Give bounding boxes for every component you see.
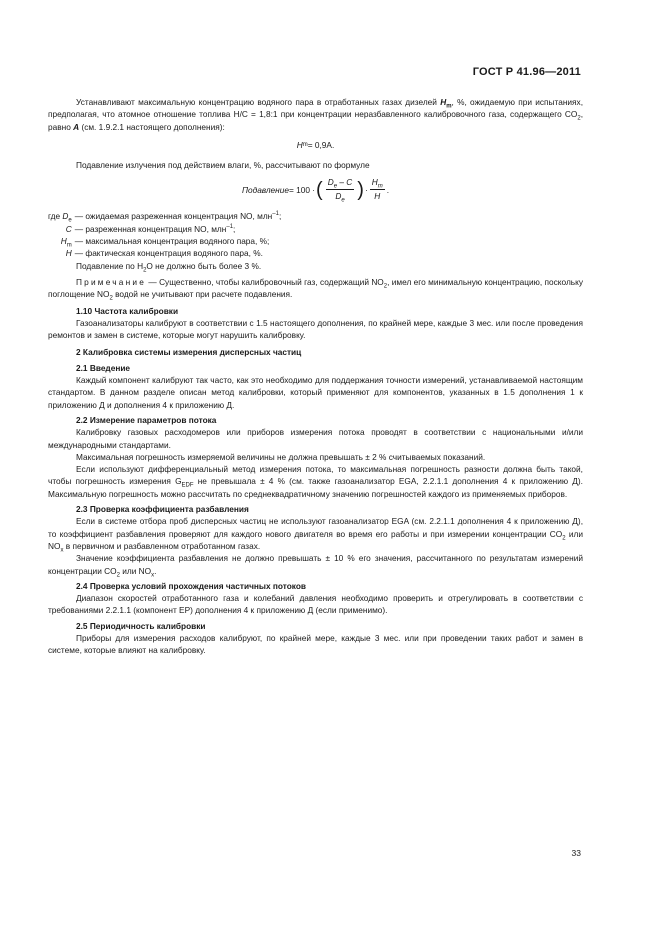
section-2-3-heading: 2.3 Проверка коэффициента разбавления xyxy=(76,504,249,515)
section-2-heading: 2 Калибровка системы измерения дисперсных частиц xyxy=(76,347,302,358)
section-2-5-heading: 2.5 Периодичность калибровки xyxy=(76,620,206,631)
paragraph-quench-limit: Подавление по $H_2O$ не должно быть более 3 %. xyxy=(76,260,262,274)
paragraph-max-water-vapour: Устанавливают максимальную концентрацию водяного пара в отработанных газах дизелей $H_m$, %, ожидаемую при испытаниях, предполагая, что атомное отношение топлива H/C = 1,8:1 при концентрации неразбавленного калибровочного газа, содержащего $CO_2$, равно A (см. 1.9.2.1 настоящего дополнения): xyxy=(48,97,583,132)
right-paren: ) xyxy=(357,178,364,201)
section-2-5-text: Приборы для измерения расходов калибруют, по крайней мере, каждые 3 мес. или при проведении таких работ и замен в системе, которые влияют на калибровку. xyxy=(48,632,583,656)
document-header: ГОСТ Р 41.96—2011 xyxy=(472,66,581,78)
variable-legend-row: где $D_e$ — ожидаемая разреженная концентрация NO, млн$^{-1}$; xyxy=(48,211,282,225)
section-1-10-heading: 1.10 Частота калибровки xyxy=(76,305,179,316)
left-paren: ( xyxy=(316,178,323,201)
formula-hm: H m = 0,9A. xyxy=(296,139,335,150)
section-2-2-text-3: Если используют дифференциальный метод измерения потока, то максимальная погрешность разности должна быть такой, чтобы погрешность измерения $G_{EDF}$ не превышала ± 4 % (см. также газоанализатор EGA, 2.2.1.1 дополнения 4 к приложению Д). Максимальную погрешность можно рассчитать по среднеквадратичному значению погрешностей каждого из применяемых приборов. xyxy=(48,464,583,499)
formula-quench: Подавление = 100 · ( $\frac{D_e - C}{D_e}$ ) · $\frac{H_m}{H}$ . xyxy=(241,177,390,205)
section-1-10-text: Газоанализаторы калибруют в соответствии с 1.5 настоящего дополнения, по крайней мере, каждые 3 мес. или после проведения ремонтов и замен в системе, которые могут нарушить калибровку. xyxy=(48,317,583,341)
section-2-4-heading: 2.4 Проверка условий прохождения частичных потоков xyxy=(76,580,307,591)
variable-legend-row: $H_m$ — максимальная концентрация водяного пара, %; xyxy=(60,236,270,249)
variables-legend xyxy=(48,210,281,259)
section-2-2-text-2: Максимальная погрешность измеряемой величины не должна превышать ± 2 % считываемых показаний. xyxy=(76,451,486,462)
fraction-de-c: $\frac{D_e - C}{D_e}$ xyxy=(327,177,353,205)
section-2-4-text: Диапазон скоростей отработанного газа и колебаний давления необходимо проверить и отрегулировать в соответствии с требованиями 2.2.1.1 (компонент ЕР) дополнения 4 к приложению Д (если применимо). xyxy=(48,593,583,616)
section-2-1-heading: 2.1 Введение xyxy=(76,362,131,373)
fraction-hm-h: $\frac{H_m}{H}$ xyxy=(371,177,383,202)
section-2-2-heading: 2.2 Измерение параметров потока xyxy=(76,414,217,425)
paragraph-quench-intro: Подавление излучения под действием влаги, %, рассчитывают по формуле xyxy=(76,160,370,171)
section-2-1-text: Каждый компонент калибруют так часто, как это необходимо для поддержания точности измерений, устанавливаемой настоящим стандартом. В данном разделе описан метод калибровки, который применяют для компонентов, указанных в 1.5 дополнения 1 к приложению Д и дополнения 4 к приложению Д. xyxy=(48,375,583,410)
section-2-3-text-2: Значение коэффициента разбавления не должно превышать ± 10 % его значения, рассчитанного по результатам измерений концентрации $CO_2$ или $NO_x$. xyxy=(48,553,583,579)
section-2-2-text-1: Калибровку газовых расходомеров или приборов измерения потока проводят в соответствии с национальными и/или международными стандартами. xyxy=(48,427,583,450)
variable-legend-row: H — фактическая концентрация водяного пара, %. xyxy=(65,248,263,259)
section-2-3-text-1: Если в системе отбора проб дисперсных частиц не используют газоанализатор EGA (см. 2.2.1.1 дополнения 4 к приложению Д), то коэффициент разбавления проверяют для каждого нового двигателя во время его работы и при измерении концентрации $CO_2$ или $NO_x$ в первичном и разбавленном отработанном газах. xyxy=(48,516,583,554)
note: Примечание — Существенно, чтобы калибровочный газ, содержащий $NO_2$, имел его минимальную концентрацию, поскольку поглощение $NO_2$ водой не учитывают при расчете подавления. xyxy=(48,276,583,302)
page-number: 33 xyxy=(571,848,581,858)
document-body xyxy=(48,96,583,657)
variable-legend-row: C — разреженная концентрация NO, млн$^{-1}$; xyxy=(65,223,236,234)
